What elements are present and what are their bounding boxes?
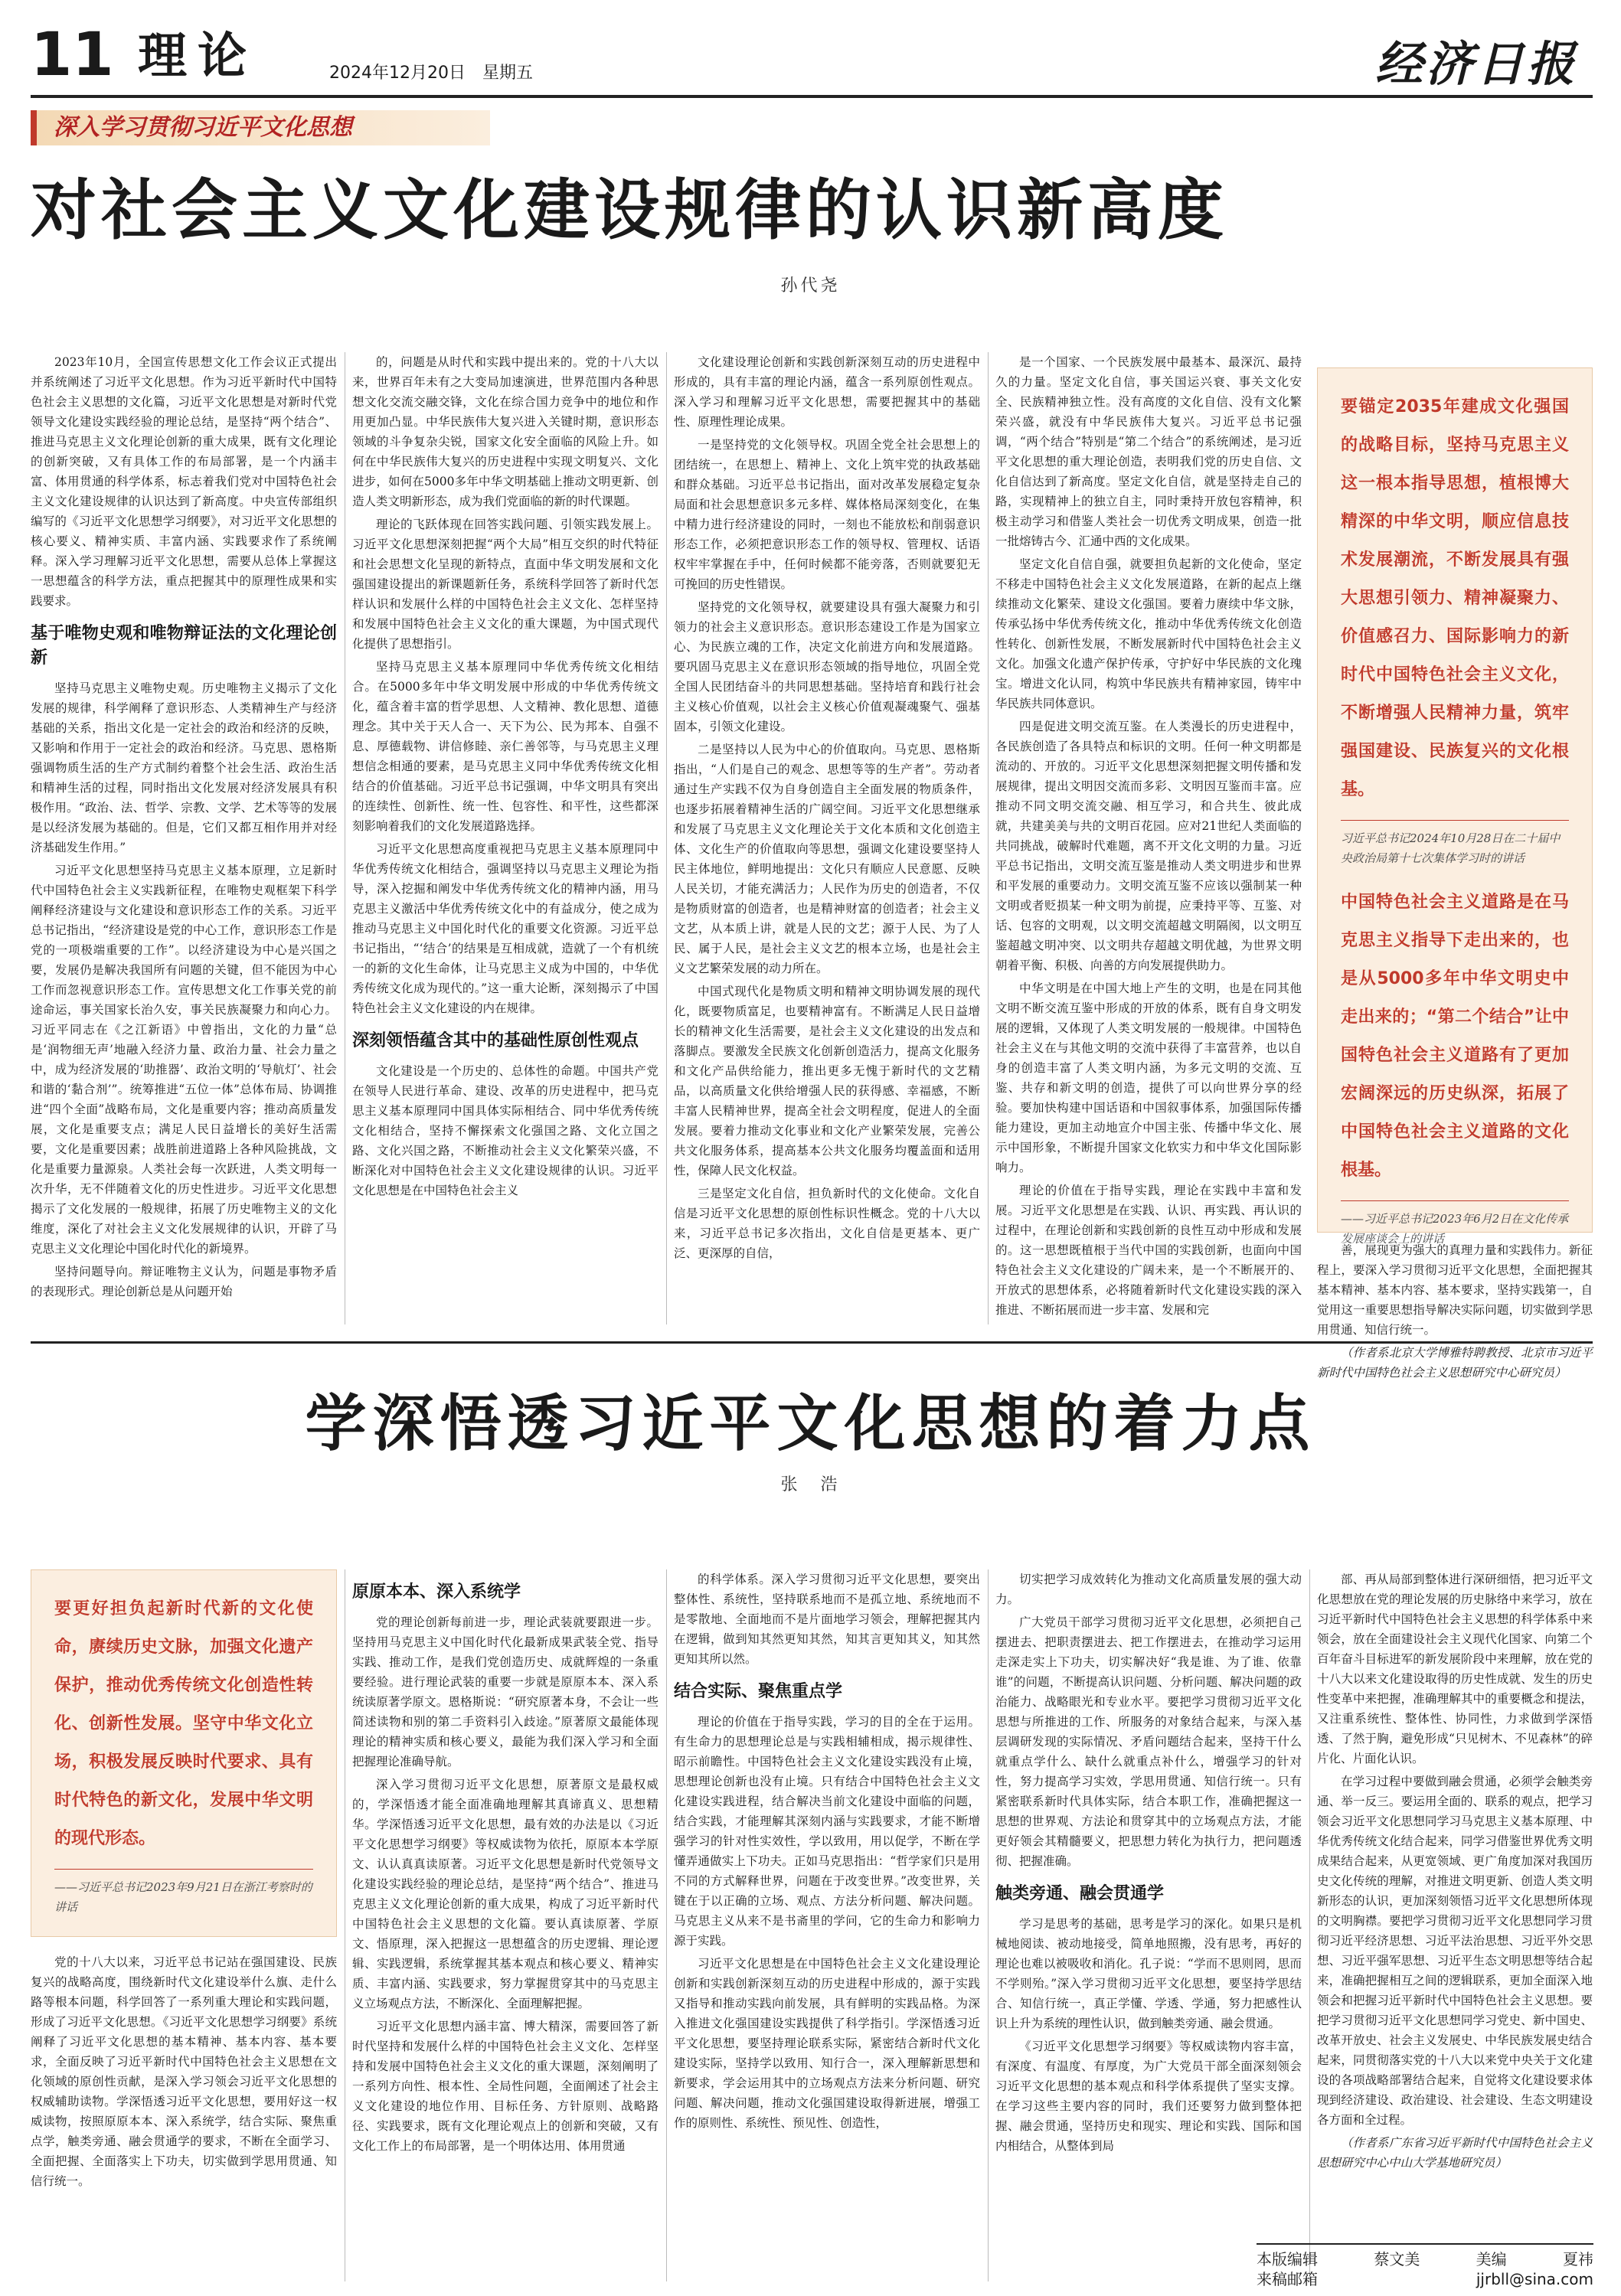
article2-pull-quote xyxy=(31,1569,337,1937)
article1-column-2 xyxy=(352,352,659,1332)
masthead-rule xyxy=(31,95,1593,98)
paragraph: 坚持马克思主义唯物史观。历史唯物主义揭示了文化发展的规律，科学阐释了意识形态、人类精神生产与经济基础的关系，指出文化是一定社会的政治和经济的反映，又影响和作用于一定社会的政治和经济。马克思、恩格斯强调物质生活的生产方式制约着整个社会生活、政治生活和精神生活的过程，同时指出文化发展对经济发展具有积极作用。“政治、法、哲学、宗教、文学、艺术等等的发展是以经济发展为基础的。但是，它们又都互相作用并对经济基础发生作用。” xyxy=(31,681,337,854)
email-address: jjrbll@sina.com xyxy=(1476,2270,1593,2288)
masthead xyxy=(31,23,1593,92)
article1-column-3 xyxy=(674,352,980,1332)
paragraph: 坚持党的文化领导权，就要建设具有强大凝聚力和引领力的社会主义意识形态。意识形态建设工作是为国家立心、为民族立魂的工作，决定文化前进方向和发展道路。要巩固马克思主义在意识形态领域的指导地位，巩固全党全国人民团结奋斗的共同思想基础。坚持培育和践行社会主义核心价值观，以社会主义核心价值观凝魂聚气、强基固本，引领文化建设。 xyxy=(674,600,980,733)
pull-quote-source: 习近平总书记2024年10月28日在二十届中央政治局第十七次集体学习时的讲话 xyxy=(1341,820,1569,868)
author-note: （作者系北京大学博雅特聘教授、北京市习近平新时代中国特色社会主义思想研究中心研究员） xyxy=(1317,1346,1593,1380)
paragraph: 习近平文化思想坚持马克思主义基本原理，立足新时代中国特色社会主义实践新征程，在唯物史观框架下科学阐释经济建设与文化建设和意识形态工作的关系。习近平总书记指出，“经济建设是党的中心工作，意识形态工作是党的一项极端重要的工作”。以经济建设为中心是兴国之要，发展仍是解决我国所有问题的关键，但不能因为中心工作而忽视意识形态工作。宣传思想文化工作事关党的前途命运，事关国家长治久安，事关民族凝聚力和向心力。习近平同志在《之江新语》中曾指出，文化的力量“总是‘润物细无声’地融入经济力量、政治力量、社会力量之中，成为经济发展的‘助推器’、政治文明的‘导航灯’、社会和谐的‘黏合剂’”。统筹推进“五位一体”总体布局、协调推进“四个全面”战略布局，文化是重要内容；推动高质量发展，文化是重要支点；满足人民日益增长的美好生活需要，文化是重要因素；战胜前进道路上各种风险挑战，文化是重要力量源泉。人类社会每一次跃进，人类文明每一次升华，无不伴随着文化的历史性进步。习近平文化思想揭示了文化发展的一般规律，拓展了历史唯物主义的文化维度，深化了对社会主义文化发展规律的认识，开辟了马克思主义文化理论中国化时代化的新境界。 xyxy=(31,864,337,1256)
paragraph: 四是促进文明交流互鉴。在人类漫长的历史进程中，各民族创造了各具特点和标识的文明。任何一种文明都是流动的、开放的。习近平文化思想深刻把握文明传播和发展规律，提出文明因交流而多彩、文明因互鉴而丰富。应推动不同文明交流交融、相互学习，和合共生、彼此成就，共建美美与共的文明百花园。应对21世纪人类面临的共同挑战，破解时代难题，离不开文化文明的力量。习近平总书记指出，文明交流互鉴是推动人类文明进步和世界和平发展的重要动力。文明交流互鉴不应该以强制某一种文明或者贬损某一种文明为前提，应秉持平等、互鉴、对话、包容的文明观，以文明交流超越文明隔阂，以文明互鉴超越文明冲突、以文明共存超越文明优越，为世界文明朝着平衡、积极、向善的方向发展提供助力。 xyxy=(995,720,1302,972)
series-banner xyxy=(31,110,490,145)
article1-column-5 xyxy=(1317,1240,1593,1380)
article1-headline: 对社会主义文化建设规律的认识新高度 xyxy=(31,172,1228,249)
pull-quote-text: 中国特色社会主义道路是在马克思主义指导下走出来的，也是从5000多年中华文明史中走出来的；“第二个结合”让中国特色社会主义道路有了更加宏阔深远的历史纵深，拓展了中国特色社会主义道路的文化根基。 xyxy=(1341,893,1569,1180)
paragraph: 三是坚定文化自信，担负新时代的文化使命。文化自信是习近平文化思想的原创性标识性概念。党的十八大以来，习近平总书记多次指出，文化自信是更基本、更广泛、更深厚的自信， xyxy=(674,1187,980,1260)
paragraph: 善，展现更为强大的真理力量和实践伟力。新征程上，要深入学习贯彻习近平文化思想，全面把握其基本精神、基本内容、基本要求，坚持实践第一，自觉用这一重要思想指导解决实际问题，切实做到学思用贯通、知信行统一。 xyxy=(1317,1243,1593,1337)
subheading: 触类旁通、融会贯通学 xyxy=(995,1884,1165,1903)
article2-column-3 xyxy=(674,1569,980,2281)
paragraph: 《习近平文化思想学习纲要》等权威读物内容丰富，有深度、有温度、有厚度，为广大党员干部全面深刻领会习近平文化思想的基本观点和科学体系提供了坚实支撑。在学习这些主要内容的同时，我们还要努力做到整体把握、融会贯通，坚持历史和现实、理论和实践、国际和国内相结合，从整体到局 xyxy=(995,2040,1302,2153)
paragraph: 切实把学习成效转化为推动文化高质量发展的强大动力。 xyxy=(995,1573,1302,1606)
paragraph: 习近平文化思想是在中国特色社会主义文化建设理论创新和实践创新深刻互动的历史进程中形成的，源于实践又指导和推动实践向前发展，具有鲜明的实践品格。为深入推进文化强国建设实践提供了科学指引。学深悟透习近平文化思想，要坚持理论联系实际，紧密结合新时代文化建设实际，坚持学以致用、知行合一，深入理解新思想和新要求，学会运用其中的立场观点方法来分析问题、研究问题、解决问题，推动文化强国建设取得新进展，增强工作的原则性、系统性、预见性、创造性， xyxy=(674,1957,980,2130)
article1-column-4 xyxy=(995,352,1302,1332)
article1-author: 孙代尧 xyxy=(780,276,841,296)
subheading: 原原本本、深入系统学 xyxy=(352,1582,521,1602)
article1-column-1 xyxy=(31,352,337,1332)
author-note: （作者系广东省习近平新时代中国特色社会主义思想研究中心中山大学基地研究员） xyxy=(1317,2136,1593,2170)
paragraph: 的科学体系。深入学习贯彻习近平文化思想，要突出整体性、系统性，坚持联系地而不是孤立地、系统地而不是零散地、全面地而不是片面地学习领会，理解把握其内在逻辑，做到知其然更知其然，知其言更知其义，知其然更知其所以然。 xyxy=(674,1573,980,1666)
paragraph: 广大党员干部学习贯彻习近平文化思想，必须把自己摆进去、把职责摆进去、把工作摆进去，在推动学习运用走深走实上下功夫，切实解决好“我是谁、为了谁、依靠谁”的问题，不断提高认识问题、分析问题、解决问题的政治能力、战略眼光和专业水平。要把学习贯彻习近平文化思想与所推进的工作、所服务的对象结合起来，与深入基层调研发现的实际情况、矛盾问题结合起来，坚持干什么就重点学什么、缺什么就重点补什么，增强学习的针对性，努力提高学习实效，学思用贯通、知信行统一。只有紧密联系新时代具体实际，结合本职工作，准确把握这一思想的世界观、方法论和贯穿其中的立场观点方法，才能更好领会其精髓要义，把思想力转化为执行力，把问题透彻、把握准确。 xyxy=(995,1615,1302,1868)
column-rule xyxy=(988,352,989,1324)
column-rule xyxy=(666,1569,667,2281)
designer-name: 夏祎 xyxy=(1562,2250,1593,2268)
article2-headline: 学深悟透习近平文化思想的着力点 xyxy=(305,1388,1316,1459)
paragraph: 二是坚持以人民为中心的价值取向。马克思、恩格斯指出，“人们是自己的观念、思想等等的生产者”。劳动者通过生产实践不仅为自身创造自主全面发展的物质条件，也逐步拓展着精神生活的广阔空间。习近平文化思想继承和发展了马克思主义文化理论关于文化本质和文化创造主体、文化生产的价值取向等思想，强调文化建设要坚持人民主体地位，鲜明地提出：文化只有顺应人民意愿、反映人民关切，才能充满活力；人民作为历史的创造者，不仅是物质财富的创造者，也是精神财富的创造者；社会主义文艺，从本质上讲，就是人民的文艺；源于人民、为了人民、属于人民，是社会主义文艺的根本立场，也是社会主义文艺繁荣发展的动力所在。 xyxy=(674,743,980,975)
section-name: 理论 xyxy=(138,28,257,85)
column-rule xyxy=(1309,1569,1310,2281)
paragraph: 学习是思考的基础，思考是学习的深化。如果只是机械地阅读、被动地接受，简单地照搬，没有思考，再好的理论也难以被吸收和消化。孔子说：“学而不思则罔，思而不学则殆。”深入学习贯彻习近平文化思想，要坚持学思结合、知信行统一，真正学懂、学透、学通，努力把感性认识上升为系统的理性认识，做到触类旁通、融会贯通。 xyxy=(995,1917,1302,2030)
page-credits xyxy=(1257,2243,1593,2289)
pull-quote-source: ——习近平总书记2023年9月21日在浙江考察时的讲话 xyxy=(54,1869,313,1917)
paragraph: 文化建设是一个历史的、总体性的命题。中国共产党在领导人民进行革命、建设、改革的历史进程中，把马克思主义基本原理同中国具体实际相结合、同中华优秀传统文化相结合，坚持不懈探索文化强国之路、文化立国之路、文化兴国之路，不断推动社会主义文化繁荣兴盛，不断深化对中国特色社会主义文化建设规律的认识。习近平文化思想是在中国特色社会主义 xyxy=(352,1064,659,1197)
paragraph: 理论的飞跃体现在回答实践问题、引领实践发展上。习近平文化思想深刻把握“两个大局”相互交织的时代特征和社会思想文化呈现的新特点，直面中华文明发展和文化强国建设提出的新课题新任务，系统科学回答了新时代怎样认识和发展什么样的中国特色社会主义文化、怎样坚持和发展中国特色社会主义文化的重大课题，为中国式现代化提供了思想指引。 xyxy=(352,518,659,651)
issue-date: 2024年12月20日 星期五 xyxy=(329,64,533,83)
subheading: 深刻领悟蕴含其中的基础性原创性观点 xyxy=(352,1031,639,1050)
paragraph: 在学习过程中要做到融会贯通，必须学会触类旁通、举一反三。要运用全面的、联系的观点，把学习领会习近平文化思想同学习马克思主义基本原理、中华优秀传统文化结合起来，同学习借鉴世界优秀文明成果结合起来，从更宽领域、更广角度加深对我国历史文化传统的理解，对推进文明更新、创造人类文明新形态的认识，更加深刻领悟习近平文化思想所体现的文明胸襟。要把学习贯彻习近平文化思想同学习贯彻习近平经济思想、习近平法治思想、习近平外交思想、习近平强军思想、习近平生态文明思想等结合起来，准确把握相互之间的逻辑联系，更加全面深入地领会和把握习近平新时代中国特色社会主义思想。要把学习贯彻习近平文化思想同学习党史、新中国史、改革开放史、社会主义发展史、中华民族发展史结合起来，同贯彻落实党的十八大以来党中央关于文化建设的各项战略部署结合起来，自觉将文化建设要求体现到经济建设、政治建设、社会建设、生态文明建设各方面和全过程。 xyxy=(1317,1775,1593,2127)
paragraph: 是一个国家、一个民族发展中最基本、最深沉、最持久的力量。坚定文化自信，事关国运兴衰、事关文化安全、民族精神独立性。没有高度的文化自信、没有文化繁荣兴盛，就没有中华民族伟大复兴。习近平总书记强调，“两个结合”特别是“第二个结合”的系统阐述，是习近平文化思想的重大理论创造，表明我们党的历史自信、文化自信达到了新高度。坚定文化自信，就是坚持走自己的路，实现精神上的独立自主，同时秉持开放包容精神，积极主动学习和借鉴人类社会一切优秀文明成果，创造一批一批熔铸古今、汇通中西的文化成果。 xyxy=(995,355,1302,548)
pull-quote-source: ——习近平总书记2023年6月2日在文化传承发展座谈会上的讲话 xyxy=(1341,1200,1569,1249)
paragraph: 习近平文化思想内涵丰富、博大精深，需要回答了新时代坚持和发展什么样的中国特色社会主义文化、怎样坚持和发展中国特色社会主义文化的重大课题，深刻阐明了一系列方向性、根本性、全局性问题，全面阐述了社会主义文化建设的地位作用、目标任务、方针原则、战略路径、实践要求，既有文化理论观点上的创新和突破，又有文化工作上的布局部署，是一个明体达用、体用贯通 xyxy=(352,2020,659,2153)
series-title: 深入学习贯彻习近平文化思想 xyxy=(54,114,352,141)
paragraph: 党的十八大以来，习近平总书记站在强国建设、民族复兴的战略高度，围绕新时代文化建设举什么旗、走什么路等根本问题，科学回答了一系列重大理论和实践问题，形成了习近平文化思想。《习近平文化思想学习纲要》系统阐释了习近平文化思想的基本精神、基本内容、基本要求，全面反映了习近平新时代中国特色社会主义思想在文化领域的原创性贡献，是深入学习领会习近平文化思想的权威辅助读物。学深悟透习近平文化思想，要用好这一权威读物，按照原原本本、深入系统学，结合实际、聚焦重点学，触类旁通、融会贯通学的要求，不断在全面学习、全面把握、全面落实上下功夫，切实做到学思用贯通、知信行统一。 xyxy=(31,1955,337,2188)
paragraph: 党的理论创新每前进一步，理论武装就要跟进一步。坚持用马克思主义中国化时代化最新成果武装全党、指导实践、推动工作，是我们党创造历史、成就辉煌的一条重要经验。进行理论武装的重要一步就是原原本本、深入系统读原著学原文。恩格斯说：“研究原著本身，不会让一些简述读物和别的第二手资料引入歧途。”原著原文最能体现理论的精神实质和核心要义，最能为我们深入学习和全面把握理论准确导航。 xyxy=(352,1615,659,1769)
paragraph: 中华文明是在中国大地上产生的文明，也是在同其他文明不断交流互鉴中形成的开放的体系，既有自身文明发展的逻辑，又体现了人类文明发展的一般规律。中国特色社会主义在与其他文明的交流中获得了丰富营养，也以自身的创造丰富了人类文明内涵，为多元文明的交流、互鉴、共存和新文明的创造，提供了可以向世界分享的经验。要加快构建中国话语和中国叙事体系，加强国际传播能力建设，更加主动地宣介中国主张、传播中华文化、展示中国形象，不断提升国家文化软实力和中华文化国际影响力。 xyxy=(995,981,1302,1174)
paragraph: 中国式现代化是物质文明和精神文明协调发展的现代化，既要物质富足，也要精神富有。不断满足人民日益增长的精神文化生活需要，是社会主义文化建设的出发点和落脚点。要激发全民族文化创新创造活力，提高文化服务和文化产品供给能力，推出更多无愧于新时代的文艺精品，以高质量文化供给增强人民的获得感、幸福感，不断丰富人民精神世界，提高全社会文明程度，促进人的全面发展。要着力推动文化事业和文化产业繁荣发展，完善公共文化服务体系，提高基本公共文化服务均覆盖面和适用性，保障人民文化权益。 xyxy=(674,985,980,1177)
designer-label: 美编 xyxy=(1476,2250,1507,2268)
paragraph: 深入学习贯彻习近平文化思想，原著原文是最权威的，学深悟透才能全面准确地理解其真谛真义、思想精华。学深悟透习近平文化思想，最有效的办法是以《习近平文化思想学习纲要》等权威读物为依托，原原本本学原文、认认真真读原著。习近平文化思想是新时代党领导文化建设实践经验的理论总结，是坚持“两个结合”、推进马克思主义文化理论创新的重大成果，构成了习近平新时代中国特色社会主义思想的文化篇。要认真读原著、学原文、悟原理，深入把握这一思想蕴含的历史逻辑、理论逻辑、实践逻辑，系统掌握其基本观点和核心要义、精神实质、丰富内涵、实践要求，努力掌握贯穿其中的马克思主义立场观点方法，不断深化、全面理解把握。 xyxy=(352,1778,659,2010)
editor-name: 蔡文美 xyxy=(1374,2250,1420,2268)
paragraph: 坚持马克思主义基本原理同中华优秀传统文化相结合。在5000多年中华文明发展中形成的中华优秀传统文化，蕴含着丰富的哲学思想、人文精神、教化思想、道德理念。其中关于天人合一、天下为公、民为邦本、自强不息、厚德载物、讲信修睦、亲仁善邻等，与马克思主义理想信念相通的要素，是马克思主义同中华优秀传统文化相结合的价值基础。习近平总书记强调，中华文明具有突出的连续性、创新性、统一性、包容性、和平性，这些都深刻影响着我们的文化发展道路选择。 xyxy=(352,660,659,833)
newspaper-logo: 经济日报 xyxy=(1374,36,1577,92)
article2-column-5 xyxy=(1317,1569,1593,2232)
paragraph: 坚持问题导向。辩证唯物主义认为，问题是事物矛盾的表现形式。理论创新总是从问题开始 xyxy=(31,1265,337,1298)
paragraph: 习近平文化思想高度重视把马克思主义基本原理同中华优秀传统文化相结合，强调坚持以马克思主义理论为指导，深入挖掘和阐发中华优秀传统文化的精神内涵，用马克思主义激活中华优秀传统文化中的有益成分，使之成为推动马克思主义中国化时代化的重要文化资源。习近平总书记指出，“‘结合’的结果是互相成就，造就了一个有机统一的新的文化生命体，让马克思主义成为中国的，中华优秀传统文化成为现代的。”这一重大论断，深刻揭示了中国特色社会主义文化建设的内在规律。 xyxy=(352,842,659,1015)
page-number: 11 xyxy=(31,21,114,90)
article2-author: 张 浩 xyxy=(780,1475,841,1494)
paragraph: 坚定文化自信自强，就要担负起新的文化使命，坚定不移走中国特色社会主义文化发展道路，在新的起点上继续推动文化繁荣、建设文化强国。要着力赓续中华文脉，传承弘扬中华优秀传统文化，推动中华优秀传统文化创造性转化、创新性发展，不断发展新时代中国特色社会主义文化。加强文化遗产保护传承，守护好中华民族的文化瑰宝。增进文化认同，构筑中华民族共有精神家园，铸牢中华民族共同体意识。 xyxy=(995,557,1302,710)
article2-column-2 xyxy=(352,1569,659,2281)
article2-column-4 xyxy=(995,1569,1302,2281)
article1-pull-quotes xyxy=(1317,367,1593,1246)
paragraph: 2023年10月，全国宣传思想文化工作会议正式提出并系统阐述了习近平文化思想。作为习近平新时代中国特色社会主义思想的文化篇，习近平文化思想是对新时代党领导文化建设实践经验的理论总结，是坚持“两个结合”、推进马克思主义文化理论创新的重大成果，既有文化理论的创新突破，又有具体工作的布局部署，是一个内涵丰富、体用贯通的科学体系，标志着我们党对中国特色社会主义文化建设规律的认识达到了新高度。中央宣传部组织编写的《习近平文化思想学习纲要》，对习近平文化思想的核心要义、精神实质、丰富内涵、实践要求作了系统阐释。深入学习理解习近平文化思想，需要从总体上掌握这一思想蕴含的科学方法，重点把握其中的原理性成果和实践要求。 xyxy=(31,355,337,608)
paragraph: 的，问题是从时代和实践中提出来的。党的十八大以来，世界百年未有之大变局加速演进，世界范围内各种思想文化交流交融交锋，文化在综合国力竞争中的地位和作用更加凸显。中华民族伟大复兴进入关键时期，意识形态领域的斗争复杂尖锐，国家文化安全面临的风险上升。如何在中华民族伟大复兴的历史进程中实现文明复兴、文化进步，如何在5000多年中华文明基础上推动文明更新、创造人类文明新形态，成为我们党面临的新的时代课题。 xyxy=(352,355,659,508)
paragraph: 部、再从局部到整体进行深研细悟，把习近平文化思想放在党的理论发展的历史脉络中来学习，放在习近平新时代中国特色社会主义思想的科学体系中来领会，放在全面建设社会主义现代化国家、向第二个百年奋斗目标进军的新发展阶段中来理解，放在党的十八大以来文化建设取得的历史性成就、发生的历史性变革中来把握，准确理解其中的重要概念和提法，又注重系统性、整体性、协同性，力求做到学深悟透、了然于胸，避免形成“只见树木、不见森林”的碎片化、片面化认识。 xyxy=(1317,1573,1593,1765)
column-rule xyxy=(666,352,667,1324)
email-label: 来稿邮箱 xyxy=(1257,2270,1318,2288)
subheading: 基于唯物史观和唯物辩证法的文化理论创新 xyxy=(31,624,337,668)
article2-column-1 xyxy=(31,1952,337,2281)
pull-quote-text: 要更好担负起新时代新的文化使命，赓续历史文脉，加强文化遗产保护，推动优秀传统文化创造性转化、创新性发展。坚守中华文化立场，积极发展反映时代要求、具有时代特色的新文化，发展中华文明的现代形态。 xyxy=(54,1599,313,1848)
pull-quote-text: 要锚定2035年建成文化强国的战略目标，坚持马克思主义这一根本指导思想，植根博大精深的中华文明，顺应信息技术发展潮流，不断发展具有强大思想引领力、精神凝聚力、价值感召力、国际影响力的新时代中国特色社会主义文化，不断增强人民精神力量，筑牢强国建设、民族复兴的文化根基。 xyxy=(1341,397,1569,799)
paragraph: 一是坚持党的文化领导权。巩固全党全社会思想上的团结统一，在思想上、精神上、文化上筑牢党的执政基础和群众基础。习近平总书记指出，面对改革发展稳定复杂局面和社会思想意识多元多样、媒体格局深刻变化，在集中精力进行经济建设的同时，一刻也不能放松和削弱意识形态工作，必须把意识形态工作的领导权、管理权、话语权牢牢掌握在手中，任何时候都不能旁落，否则就要犯无可挽回的历史性错误。 xyxy=(674,438,980,591)
subheading: 结合实际、聚焦重点学 xyxy=(674,1682,843,1701)
column-rule xyxy=(988,1569,989,2281)
editor-label: 本版编辑 xyxy=(1257,2250,1318,2268)
paragraph: 文化建设理论创新和实践创新深刻互动的历史进程中形成的，具有丰富的理论内涵，蕴含一系列原创性观点。深入学习和理解习近平文化思想，需要把握其中的基础性、原理性理论成果。 xyxy=(674,355,980,429)
paragraph: 理论的价值在于指导实践，理论在实践中丰富和发展。习近平文化思想是在实践、认识、再实践、再认识的过程中，在理论创新和实践创新的良性互动中形成和发展的。这一思想既植根于当代中国的实践创新，也面向中国特色社会主义文化建设的广阔未来，是一个不断展开的、开放式的思想体系，必将随着新时代文化建设实践的深入推进、不断拓展而进一步丰富、发展和完 xyxy=(995,1184,1302,1317)
article-divider xyxy=(31,1341,1593,1344)
paragraph: 理论的价值在于指导实践，学习的目的全在于运用。有生命力的思想理论总是与实践相辅相成，揭示规律性、昭示前瞻性。中国特色社会主义文化建设实践没有止境，思想理论创新也没有止境。只有结合中国特色社会主义文化建设实践进程，结合解决当前文化建设中面临的问题，结合实践，才能理解其深刻内涵与实践要求，才能不断增强学习的针对性实效性，学以致用，用以促学，不断在学懂弄通做实上下功夫。正如马克思指出：“哲学家们只是用不同的方式解释世界，问题在于改变世界。”改变世界，关键在于以正确的立场、观点、方法分析问题、解决问题。马克思主义从来不是书斋里的学问，它的生命力和影响力源于实践。 xyxy=(674,1715,980,1948)
